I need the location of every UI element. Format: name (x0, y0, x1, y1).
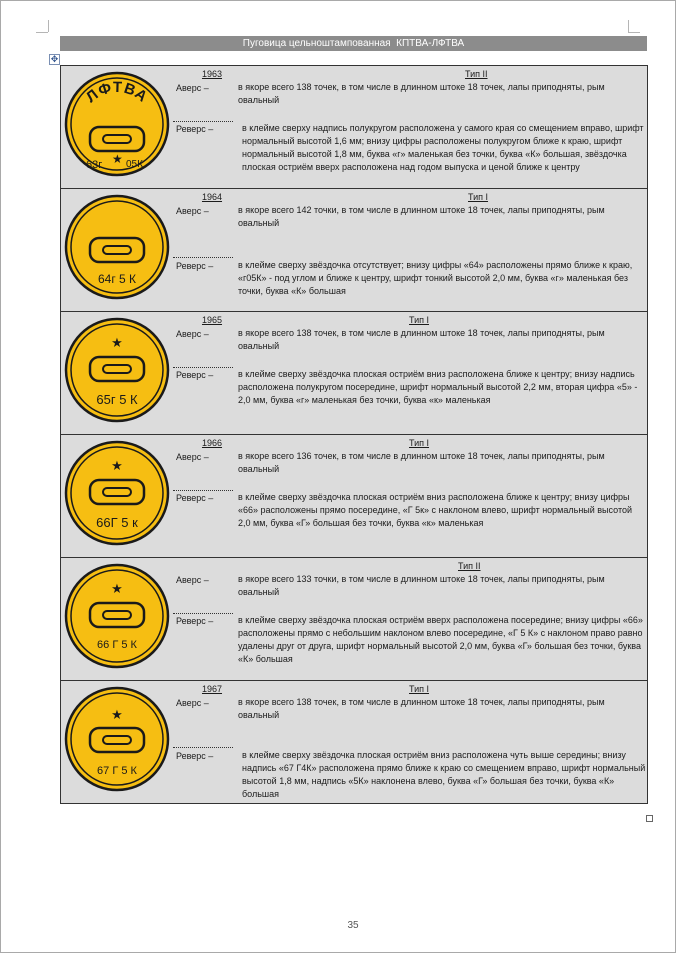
button-stamp-image (64, 440, 170, 546)
dotted-separator (173, 490, 233, 491)
table-row (61, 435, 647, 558)
table-title: Пуговица цельноштампованная КПТВА-ЛФТВА (60, 36, 647, 51)
reverse-label: Реверс – (176, 616, 214, 626)
stamp-bottom-left: 63г (86, 159, 103, 171)
type-label: Тип II (458, 561, 481, 571)
type-label: Тип I (409, 438, 430, 448)
year-label: 1964 (201, 192, 223, 202)
stamp-bottom-right: 05К (126, 159, 143, 170)
dotted-separator (173, 121, 233, 122)
averse-label: Аверс – (176, 206, 209, 216)
move-arrows-icon[interactable]: ✥ (50, 54, 59, 64)
svg-text:★: ★ (112, 152, 123, 166)
averse-text: в якоре всего 136 точек, в том числе в длинном штоке 18 точек, лапы приподняты, рым овальный (238, 451, 605, 474)
stamp-bottom-text: 64г 5 К (97, 272, 137, 286)
averse-label: Аверс – (176, 575, 209, 585)
dotted-separator (173, 257, 233, 258)
table-row (61, 681, 647, 804)
button-stamp-image (64, 194, 170, 300)
table-row (61, 312, 647, 435)
stamp-bottom-text: 67 Г 5 К (97, 765, 137, 777)
averse-text: в якоре всего 142 точки, в том числе в длинном штоке 18 точек, лапы приподняты, рым овальный (238, 205, 605, 228)
type-label: Тип II (465, 69, 488, 79)
averse-label: Аверс – (176, 329, 209, 339)
reverse-label: Реверс – (176, 493, 214, 503)
stamp-bottom-text: 65г 5 К (96, 392, 138, 407)
year-label: 1965 (201, 315, 223, 325)
stamp-bottom-text: 66 Г 5 К (97, 639, 137, 651)
reverse-text: в клейме сверху звёздочка плоская остриём вниз расположена ближе к центру; внизу надпись расположена полукругом посередине, шрифт нормальный высотой 2,2 мм, вторая цифра «5» - 2,0 мм, буква «г» маленькая без точки, буква «к» маленькая (238, 369, 638, 405)
averse-label: Аверс – (176, 452, 209, 462)
stamp-bottom-text: 66Г 5 к (96, 515, 138, 530)
table-row (61, 66, 647, 189)
button-stamp-image (64, 71, 170, 177)
margin-corner-mark (48, 20, 49, 32)
averse-text: в якоре всего 138 точек, в том числе в длинном штоке 18 точек, лапы приподняты, рым овальный (238, 328, 605, 351)
margin-corner-mark (628, 32, 640, 33)
margin-corner-mark (628, 20, 629, 32)
stamp-top-text: ЛФТВА (82, 78, 152, 107)
button-stamp-image (64, 563, 170, 669)
reverse-label: Реверс – (176, 124, 214, 134)
reverse-label: Реверс – (176, 261, 214, 271)
svg-text:★: ★ (111, 458, 123, 473)
averse-text: в якоре всего 138 точек, в том числе в длинном штоке 18 точек, лапы приподняты, рым овальный (238, 82, 605, 105)
reverse-label: Реверс – (176, 751, 214, 761)
averse-text: в якоре всего 133 точки, в том числе в длинном штоке 18 точек, лапы приподняты, рым овальный (238, 574, 605, 597)
svg-text:★: ★ (111, 335, 123, 350)
table-resize-handle[interactable] (646, 815, 653, 822)
type-label: Тип I (468, 192, 489, 202)
reverse-text: в клейме сверху звёздочка плоская остриём вниз расположена чуть выше середины; внизу надпись «67 Г4К» расположена прямо ближе к краю со смещением вправо, шрифт нормальный высотой 1,8 мм, надпись «5К» наклонена влево, буква «Г» большая без точки, буква «К» большая (242, 750, 646, 799)
page-number: 35 (347, 920, 359, 931)
margin-corner-mark (36, 32, 48, 33)
buttons-table (60, 65, 648, 804)
dotted-separator (173, 367, 233, 368)
averse-label: Аверс – (176, 698, 209, 708)
svg-text:★: ★ (111, 581, 123, 596)
year-label: 1967 (201, 684, 223, 694)
type-label: Тип I (409, 315, 430, 325)
reverse-text: в клейме сверху звёздочка плоская остриём вверх расположена посередине; внизу цифры «66» расположены прямо с небольшим наклоном влево посередине, «Г 5 К» с наклоном право равно удалены друг от друга, шрифт нормальный высотой 2,0 мм, буква «Г» большая без точки, буква «К» большая (238, 615, 643, 664)
reverse-label: Реверс – (176, 370, 214, 380)
dotted-separator (173, 613, 233, 614)
button-stamp-image (64, 317, 170, 423)
type-label: Тип I (409, 684, 430, 694)
table-row (61, 558, 647, 681)
button-stamp-image (64, 686, 170, 792)
reverse-text: в клейме сверху звёздочка отсутствует; внизу цифры «64» расположены прямо ближе к краю, «г05К» - под углом и ближе к центру, шрифт тонкий высотой 2,0 мм, буква «г» маленькая без точки, буква «К» большая (238, 260, 633, 296)
averse-text: в якоре всего 138 точек, в том числе в длинном штоке 18 точек, лапы приподняты, рым овальный (238, 697, 605, 720)
dotted-separator (173, 747, 233, 748)
reverse-text: в клейме сверху звёздочка плоская остриём вниз расположена ближе к центру; внизу цифры «66» расположены прямо посередине, «Г 5к» с наклоном влево, шрифт нормальный высотой 2,0 мм, буква «Г» большая без точки, буква «к» маленькая (238, 492, 632, 528)
svg-text:★: ★ (111, 707, 123, 722)
year-label: 1963 (201, 69, 223, 79)
table-row (61, 189, 647, 312)
averse-label: Аверс – (176, 83, 209, 93)
reverse-text: в клейме сверху надпись полукругом расположена у самого края со смещением вправо, шрифт нормальный высотой 1,6 мм; внизу цифры расположены полукругом ближе к краю, шрифт нормальный высотой 1,8 мм, буква «г» маленькая без точки, буква «К» большая, звёздочка плоская остриём вверх расположена над годом выпуска и ценой ближе к центру (242, 123, 644, 172)
year-label: 1966 (201, 438, 223, 448)
